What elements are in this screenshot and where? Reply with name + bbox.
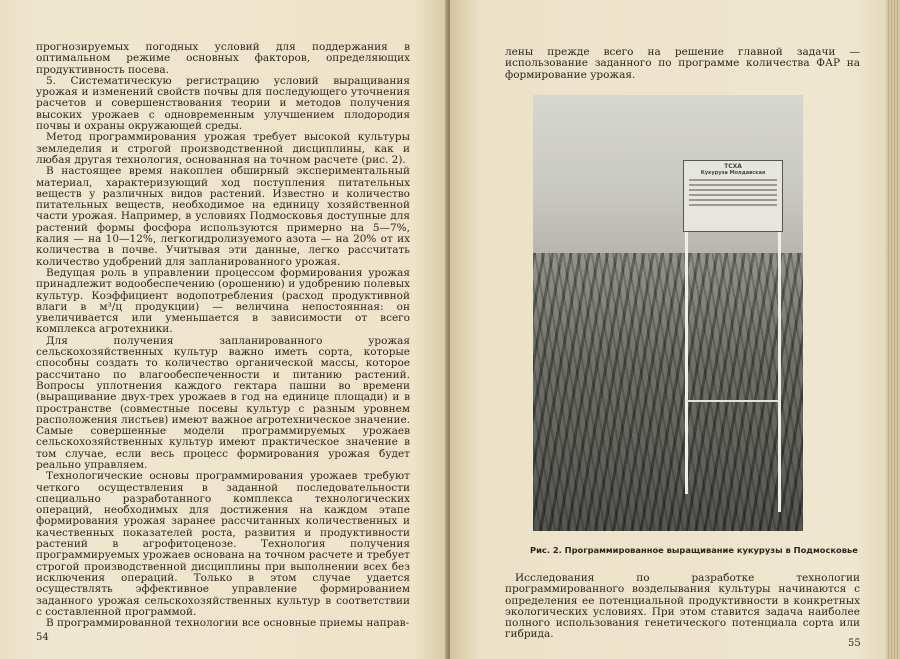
paragraph: лены прежде всего на решение главной задачи — использование заданного по программе количества ФАР на формирование урожая.: [505, 46, 860, 81]
paragraph: Метод программирования урожая требует высокой культуры земледелия и строгой производственной дисциплины, как и любая другая технология, основанная на точном расчете (рис. 2).: [36, 131, 410, 166]
right-page-bottom-text: [505, 573, 860, 641]
paragraph: Ведущая роль в управлении процессом формирования урожая принадлежит водообеспечению (орошению) и удобрению полевых культур. Коэффициент водопотребления (расход продуктивной влаги в м³/ц продукции) — величина непостоянная: он увеличивается или уменьшается в зависимости от всего комплекса агротехники.: [36, 266, 410, 336]
paragraph: Технологические основы программирования урожаев требуют четкого осуществления в заданной последовательности специально разработанного комплекса технологических операций, необходимых для достижения на каждом этапе формирования урожая заранее рассчитанных количественных и качественных показателей роста, развития и продуктивности растений в агрофитоценозе. Технология получения программируемых урожаев основана на точном расчете и требует строгой производственной дисциплины при выполнении всех без исключения операций. Только в этом случае удается осуществлять эффективное управление формированием заданного урожая сельскохозяйственных культур в соответствии с составленной программой.: [36, 470, 410, 618]
paragraph: Для получения запланированного урожая сельскохозяйственных культур важно иметь сорта, которые способны создать то количество органической массы, которое рассчитано по влагообеспеченности и питанию растений. Вопросы уплотнения каждого гектара пашни во времени (выращивание двух-трех урожаев в год на единице площади) и в пространстве (совместные посевы культур с разным уровнем расположения листьев) имеют важное агротехническое значение. Самые совершенные модели программируемых урожаев сельскохозяйственных культур имеют практическое значение в том случае, если весь процесс формирования урожая будет реально управляем.: [36, 334, 410, 471]
paragraph: В настоящее время накоплен обширный экспериментальный материал, характеризующий ход поступления питательных веществ у различных видов растений. Известно и количество питательных веществ, необходимое на единицу хозяйственной части урожая. Например, в условиях Подмосковья доступные для растений формы фосфора используются примерно на 5—7%, калия — на 10—12%, легкогидролизуемого азота — на 20% от их количества в почве. Учитывая эти данные, легко рассчитать количество удобрений для запланированного урожая.: [36, 165, 410, 268]
left-page: [0, 0, 448, 659]
figure-caption: Рис. 2. Программированное выращивание кукурузы в Подмосковье: [530, 545, 858, 555]
field-sign: [683, 160, 783, 232]
left-page-text: [36, 42, 410, 629]
sign-subtitle: Кукуруза Молдавская: [700, 170, 766, 176]
figure-photo-corn-field: [533, 95, 803, 531]
right-page-top-text: [505, 47, 860, 81]
page-number-right: 55: [848, 638, 861, 649]
paragraph: Исследования по разработке технологии программированного возделывания культуры начинаются с определения ее потенциальной продуктивности в конкретных экологических условиях. При этом ставится задача наиболее полного использования генетического потенциала сорта или гибрида.: [505, 572, 860, 641]
sign-title: ТСХА: [724, 163, 742, 170]
paragraph: 5. Систематическую регистрацию условий выращивания урожая и изменений свойств почвы для последующего уточнения расчетов и совершенствования теории и методов получения высоких урожаев с одновременным улучшением плодородия почвы и охраны окружающей среды.: [36, 74, 410, 133]
sign-post-left: [685, 232, 688, 494]
right-page: [450, 0, 900, 659]
sign-crossbar: [685, 400, 780, 402]
sign-post-right: [778, 232, 781, 512]
paragraph: В программированной технологии все основные приемы направ-: [46, 617, 410, 630]
page-edges: [886, 0, 900, 659]
page-number-left: 54: [36, 632, 49, 643]
photo-corn-field: [533, 253, 803, 531]
paragraph: прогнозируемых погодных условий для поддержания в оптимальном режиме основных факторов, определяющих продуктивность посева.: [36, 41, 410, 76]
